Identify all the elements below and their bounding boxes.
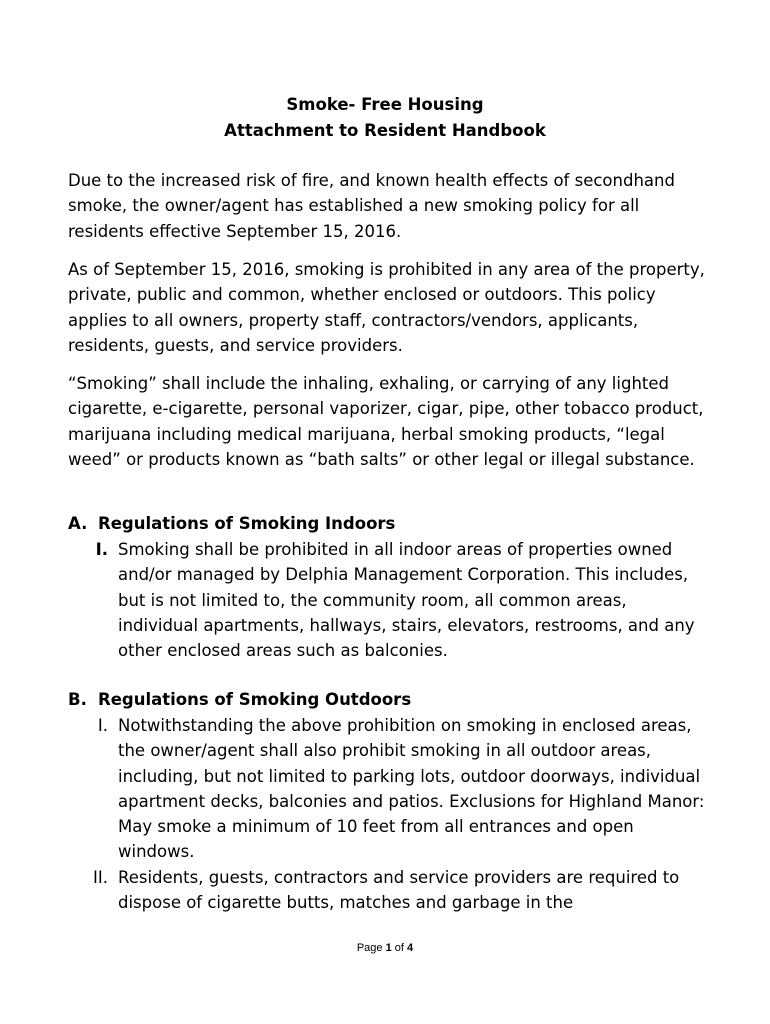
- list-item-text: Notwithstanding the above prohibition on smoking in enclosed areas, the owner/agent shall also prohibit smoking in all outdoor areas, including, but not limited to parking lots, outdoor doorways, individual apartment decks, balconies and patios. Exclusions for Highland Manor: May smoke a minimum of 10 feet from all entrances and open windows.: [118, 716, 705, 862]
- page-footer: [0, 942, 770, 954]
- document-subtitle: Attachment to Resident Handbook: [224, 121, 546, 140]
- document-title: Smoke- Free Housing: [286, 95, 484, 114]
- section-title: Regulations of Smoking Outdoors: [98, 690, 412, 709]
- list-item-number: II.: [93, 868, 108, 887]
- paragraph-smoking-definition: “Smoking” shall include the inhaling, exhaling, or carrying of any lighted cigarette, e-cigarette, personal vaporizer, cigar, pipe, other tobacco product, marijuana including medical marijuana, herbal smoking products, “legal weed” or products known as “bath salts” or other legal or illegal substance.: [68, 374, 704, 469]
- total-pages-number: 4: [407, 942, 414, 954]
- section-heading-b: [68, 687, 718, 712]
- section-heading-a: [68, 511, 718, 536]
- list-item-number: I.: [95, 540, 108, 559]
- current-page-number: 1: [385, 942, 392, 954]
- section-letter: A.: [68, 514, 88, 533]
- list-item-number: I.: [97, 716, 108, 735]
- paragraph-policy-scope: As of September 15, 2016, smoking is prohibited in any area of the property, private, public and common, whether enclosed or outdoors. This policy applies to all owners, property staff, contractors/vendors, applicants, residents, guests, and service providers.: [68, 260, 705, 355]
- of-label: of: [394, 942, 404, 954]
- list-item-text: Residents, guests, contractors and service providers are required to dispose of cigarette butts, matches and garbage in the: [118, 868, 680, 913]
- section-title: Regulations of Smoking Indoors: [98, 514, 396, 533]
- list-item-text: Smoking shall be prohibited in all indoor areas of properties owned and/or managed by Delphia Management Corporation. This includes, but is not limited to, the community room, all common areas, individual apartments, hallways, stairs, elevators, restrooms, and any other enclosed areas such as balconies.: [118, 540, 695, 661]
- section-letter: B.: [68, 690, 87, 709]
- paragraph-intro: Due to the increased risk of fire, and known health effects of secondhand smoke, the owner/agent has established a new smoking policy for all residents effective September 15, 2016.: [68, 171, 675, 241]
- page-label: Page: [356, 942, 383, 954]
